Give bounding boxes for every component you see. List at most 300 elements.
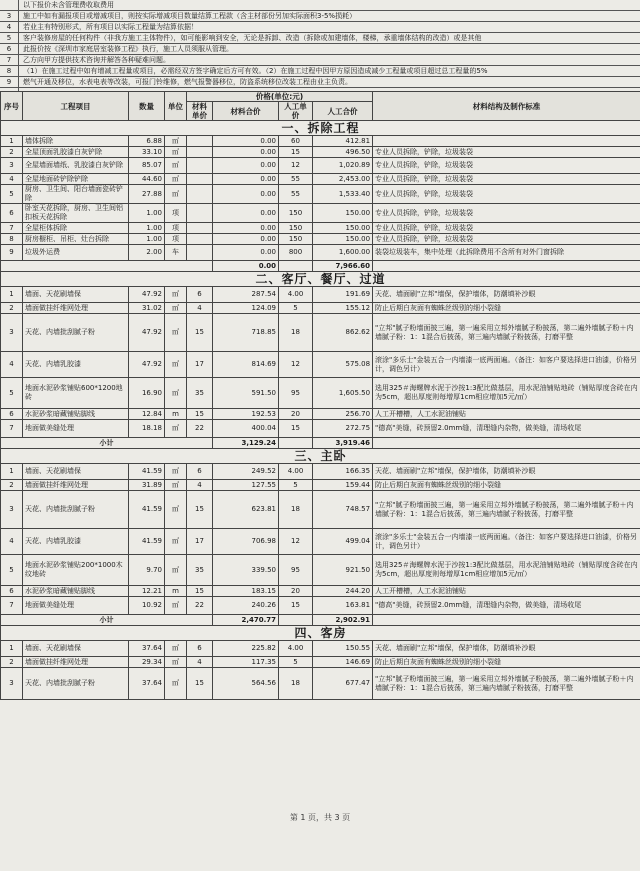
- cell-name: 全屋地面砖铲除铲除: [23, 174, 129, 185]
- cell-labor-unit: 4.00: [279, 464, 313, 480]
- cell-desc: "德高"美缝，砖预留2.0mm缝，清理缝内杂物，做美缝，清场收尾: [373, 597, 640, 615]
- cell-name: 全屋柜体拆除: [23, 223, 129, 234]
- cell-mat-unit: 35: [187, 378, 213, 409]
- cell-qty: 41.59: [129, 464, 165, 480]
- cell-labor-unit: 95: [279, 378, 313, 409]
- cell-qty: 1.00: [129, 204, 165, 223]
- cell-labor-unit: 18: [279, 491, 313, 529]
- cell-seq: 2: [1, 480, 23, 491]
- cell-labor-total: 677.47: [313, 668, 373, 700]
- cell-labor-total: 159.44: [313, 480, 373, 491]
- cell-unit: m: [165, 586, 187, 597]
- cell-mat-total: 0.00: [213, 234, 279, 245]
- table-row: [1, 136, 640, 147]
- col-qty: 数量: [129, 92, 165, 121]
- cell-unit: 项: [165, 223, 187, 234]
- cell-labor-unit: 60: [279, 136, 313, 147]
- cell-desc: 滚涂"多乐士"金装五合一内墙漆一底两面遍。（备注：如客户要选择进口油漆，价格另计，调色另计）: [373, 352, 640, 378]
- section-title: 一、拆除工程: [1, 121, 640, 136]
- cell-labor-unit: 12: [279, 352, 313, 378]
- table-row: [1, 480, 640, 491]
- cell-mat-total: 814.69: [213, 352, 279, 378]
- cell-mat-total: 192.53: [213, 409, 279, 420]
- subtotal-material: 2,470.77: [213, 615, 279, 626]
- table-row: [1, 223, 640, 234]
- cell-name: 天花、内墙乳胶漆: [23, 352, 129, 378]
- cell-mat-unit: [187, 234, 213, 245]
- cell-qty: 27.88: [129, 185, 165, 204]
- cell-mat-total: 0.00: [213, 204, 279, 223]
- table-row: [1, 158, 640, 174]
- cell-unit: ㎡: [165, 352, 187, 378]
- cell-unit: ㎡: [165, 641, 187, 657]
- cell-mat-unit: [187, 136, 213, 147]
- table-row: [1, 234, 640, 245]
- cell-unit: ㎡: [165, 529, 187, 555]
- cell-seq: 4: [1, 529, 23, 555]
- cell-mat-unit: 4: [187, 480, 213, 491]
- cell-seq: 2: [1, 657, 23, 668]
- cell-desc: "立邦"腻子粉墙面披三遍，第一遍采用立邦外墙腻子粉披荡，第二遍外墙腻子粉＋内墙腻子粉：1：1混合后披荡，第三遍内墙腻子粉披荡，打磨平整: [373, 668, 640, 700]
- table-row: [1, 204, 640, 223]
- cell-seq: 4: [1, 174, 23, 185]
- cell-qty: 37.64: [129, 641, 165, 657]
- cell-seq: 3: [1, 314, 23, 352]
- subtotal-row: [1, 261, 640, 272]
- cell-name: 墙面、天花刷墙保: [23, 464, 129, 480]
- col-mat-unit: 材料单价: [187, 102, 213, 121]
- table-row: [1, 668, 640, 700]
- cell-qty: 41.59: [129, 529, 165, 555]
- cell-labor-unit: 18: [279, 668, 313, 700]
- subtotal-row: [1, 615, 640, 626]
- cell-labor-unit: 55: [279, 185, 313, 204]
- cell-qty: 47.92: [129, 287, 165, 303]
- subtotal-labor: 2,902.91: [313, 615, 373, 626]
- cell-labor-unit: 55: [279, 174, 313, 185]
- cell-desc: 选用325＃海螺牌水泥于沙按1:3配比做基层，用水泥油铺贴地砖（铺贴厚度含砖在内为5cm，超出厚度则每增厚1cm相应增加5元/㎡）: [373, 555, 640, 586]
- cell-name: 地面做美缝处理: [23, 420, 129, 438]
- table-row: [1, 491, 640, 529]
- cell-unit: ㎡: [165, 147, 187, 158]
- cell-unit: ㎡: [165, 668, 187, 700]
- cell-desc: 专业人员拆除，铲除，垃圾装袋: [373, 234, 640, 245]
- cell-name: 墙面、天花刷墙保: [23, 641, 129, 657]
- cell-seq: 7: [1, 597, 23, 615]
- cell-name: 垃圾外运费: [23, 245, 129, 261]
- header-row: [1, 92, 640, 102]
- cell-desc: 人工开槽槽，人工水泥油铺贴: [373, 586, 640, 597]
- cell-unit: ㎡: [165, 657, 187, 668]
- cell-mat-total: 127.55: [213, 480, 279, 491]
- cell-labor-unit: 4.00: [279, 641, 313, 657]
- cell-desc: 防止后期白灰面有蜘蛛丝级别的细小裂缝: [373, 303, 640, 314]
- cell-labor-unit: 150: [279, 204, 313, 223]
- cell-desc: 选用325＃海螺牌水泥于沙按1:3配比做基层，用水泥油铺贴地砖（铺贴厚度含砖在内为5cm，超出厚度则每增厚1cm相应增加5元/㎡）: [373, 378, 640, 409]
- cell-mat-unit: 15: [187, 409, 213, 420]
- cell-desc: 专业人员拆除，铲除，垃圾装袋: [373, 185, 640, 204]
- subtotal-desc: [373, 261, 640, 272]
- cell-mat-unit: 35: [187, 555, 213, 586]
- table-row: [1, 287, 640, 303]
- cell-mat-total: 0.00: [213, 245, 279, 261]
- cell-labor-total: 163.81: [313, 597, 373, 615]
- quote-body: [1, 121, 640, 700]
- cell-unit: ㎡: [165, 491, 187, 529]
- cell-unit: ㎡: [165, 158, 187, 174]
- col-unit: 单位: [165, 92, 187, 121]
- table-row: [1, 303, 640, 314]
- cell-mat-unit: [187, 185, 213, 204]
- cell-desc: "立邦"腻子粉墙面披三遍，第一遍采用立邦外墙腻子粉披荡，第二遍外墙腻子粉＋内墙腻子粉：1：1混合后披荡，第三遍内墙腻子粉披荡，打磨平整: [373, 314, 640, 352]
- cell-labor-total: 748.57: [313, 491, 373, 529]
- cell-desc: 天花、墙面刷"立邦"墙保，保护墙体，防潮填补沙眼: [373, 287, 640, 303]
- cell-unit: 项: [165, 204, 187, 223]
- cell-qty: 18.18: [129, 420, 165, 438]
- cell-mat-total: 117.35: [213, 657, 279, 668]
- cell-labor-total: 2,453.00: [313, 174, 373, 185]
- cell-labor-total: 150.00: [313, 223, 373, 234]
- cell-qty: 37.64: [129, 668, 165, 700]
- cell-qty: 1.00: [129, 234, 165, 245]
- cell-labor-unit: 5: [279, 657, 313, 668]
- note-row: 5 客户装修房屋的任何构件（非我方施工主体物件），如可能影响到安全，无论是拆卸、改造（拆除或加建墙体，楼梯，承重墙体结构的改造）或是其他: [0, 33, 640, 44]
- cell-mat-unit: [187, 158, 213, 174]
- section-title: 二、客厅、餐厅、过道: [1, 272, 640, 287]
- cell-unit: ㎡: [165, 378, 187, 409]
- cell-name: 墙面做挂纤维网处理: [23, 480, 129, 491]
- cell-name: 天花、内墙批刮腻子粉: [23, 314, 129, 352]
- cell-mat-unit: 15: [187, 668, 213, 700]
- note-row: 4 若业主有特别形式，所有项目以实际工程量为结算依据！: [0, 22, 640, 33]
- cell-labor-total: 272.75: [313, 420, 373, 438]
- section-header: [1, 121, 640, 136]
- cell-mat-total: 183.15: [213, 586, 279, 597]
- note-row: 6 此报价按《深圳市家庭居室装修工程》执行，施工人员须服从管理。: [0, 44, 640, 55]
- cell-mat-unit: 15: [187, 314, 213, 352]
- cell-mat-total: 339.50: [213, 555, 279, 586]
- cell-desc: 专业人员拆除，铲除，垃圾装袋: [373, 223, 640, 234]
- cell-mat-total: 591.50: [213, 378, 279, 409]
- cell-qty: 31.02: [129, 303, 165, 314]
- cell-qty: 85.07: [129, 158, 165, 174]
- cell-mat-unit: 22: [187, 597, 213, 615]
- table-row: [1, 147, 640, 158]
- cell-seq: 5: [1, 378, 23, 409]
- subtotal-material: 0.00: [213, 261, 279, 272]
- cell-labor-unit: 20: [279, 409, 313, 420]
- cell-mat-total: 249.52: [213, 464, 279, 480]
- cell-qty: 47.92: [129, 352, 165, 378]
- cell-name: 天花、内墙乳胶漆: [23, 529, 129, 555]
- subtotal-desc: [373, 615, 640, 626]
- cell-qty: 31.89: [129, 480, 165, 491]
- cell-unit: ㎡: [165, 597, 187, 615]
- cell-unit: 车: [165, 245, 187, 261]
- table-row: [1, 409, 640, 420]
- cell-name: 墙面、天花刷墙保: [23, 287, 129, 303]
- cell-seq: 4: [1, 352, 23, 378]
- table-row: [1, 420, 640, 438]
- cell-mat-total: 124.09: [213, 303, 279, 314]
- cell-desc: 专业人员拆除，铲除，垃圾装袋: [373, 204, 640, 223]
- cell-labor-unit: 800: [279, 245, 313, 261]
- note-row: 7 乙方向甲方提供技术咨询并解答各种疑难问题。: [0, 55, 640, 66]
- subtotal-gap: [279, 615, 313, 626]
- cell-labor-total: 256.70: [313, 409, 373, 420]
- cell-seq: 1: [1, 464, 23, 480]
- page-footer: 第 1 页，共 3 页: [289, 813, 351, 822]
- cell-name: 墙面做挂纤维网处理: [23, 303, 129, 314]
- section-header: [1, 272, 640, 287]
- table-row: [1, 378, 640, 409]
- cell-qty: 10.92: [129, 597, 165, 615]
- cell-labor-total: 150.00: [313, 234, 373, 245]
- table-row: [1, 314, 640, 352]
- cell-unit: ㎡: [165, 174, 187, 185]
- col-labor-total: 人工合价: [313, 102, 373, 121]
- cell-labor-unit: 95: [279, 555, 313, 586]
- cell-labor-unit: 12: [279, 529, 313, 555]
- cell-seq: 7: [1, 420, 23, 438]
- cell-seq: 5: [1, 185, 23, 204]
- cell-labor-unit: 150: [279, 223, 313, 234]
- cell-seq: 2: [1, 147, 23, 158]
- subtotal-row: [1, 438, 640, 449]
- cell-mat-total: 564.56: [213, 668, 279, 700]
- table-row: [1, 641, 640, 657]
- cell-labor-unit: 15: [279, 420, 313, 438]
- section-header: [1, 626, 640, 641]
- cell-desc: 专业人员拆除，铲除，垃圾装袋: [373, 147, 640, 158]
- cell-labor-unit: 18: [279, 314, 313, 352]
- cell-seq: 3: [1, 491, 23, 529]
- cell-labor-total: 496.50: [313, 147, 373, 158]
- cell-labor-total: 155.12: [313, 303, 373, 314]
- cell-mat-total: 706.98: [213, 529, 279, 555]
- cell-desc: 装袋垃圾装车，集中处理（此拆除费用不含所有对外门窗拆除: [373, 245, 640, 261]
- cell-labor-total: 191.69: [313, 287, 373, 303]
- col-desc: 材料结构及制作标准: [373, 92, 640, 121]
- cell-unit: ㎡: [165, 555, 187, 586]
- cell-mat-unit: [187, 204, 213, 223]
- cell-seq: 7: [1, 223, 23, 234]
- subtotal-label: 小计: [1, 438, 213, 449]
- cell-mat-unit: 6: [187, 287, 213, 303]
- cell-labor-total: 244.20: [313, 586, 373, 597]
- cell-mat-unit: 22: [187, 420, 213, 438]
- cell-labor-unit: 12: [279, 158, 313, 174]
- table-row: [1, 245, 640, 261]
- cell-mat-total: 0.00: [213, 223, 279, 234]
- cell-name: 墙面做挂纤维网处理: [23, 657, 129, 668]
- cell-name: 水泥砂浆暗藏铺贴脚线: [23, 586, 129, 597]
- cell-name: 卧室天花拆除，厨房、卫生间铝扣板天花拆除: [23, 204, 129, 223]
- table-row: [1, 464, 640, 480]
- section-title: 三、主卧: [1, 449, 640, 464]
- col-mat-total: 材料合价: [213, 102, 279, 121]
- col-price-group: 价格(单位:元): [187, 92, 373, 102]
- col-project: 工程项目: [23, 92, 129, 121]
- cell-qty: 1.00: [129, 223, 165, 234]
- cell-name: 水泥砂浆暗藏铺贴脚线: [23, 409, 129, 420]
- cell-labor-unit: 4.00: [279, 287, 313, 303]
- col-labor-unit: 人工单价: [279, 102, 313, 121]
- cell-qty: 16.90: [129, 378, 165, 409]
- cell-desc: 防止后期白灰面有蜘蛛丝级别的细小裂缝: [373, 480, 640, 491]
- quote-table: [0, 91, 640, 700]
- cell-unit: ㎡: [165, 480, 187, 491]
- cell-unit: 项: [165, 234, 187, 245]
- cell-desc: 天花、墙面刷"立邦"墙保，保护墙体，防潮填补沙眼: [373, 464, 640, 480]
- note-row: 9 燃气开通及移位，水表电表等改装，可报门铃维修，燃气报警器移位，防盗系统移位改装工程由业主负责。: [0, 77, 640, 88]
- subtotal-labor: 7,966.60: [313, 261, 373, 272]
- cell-unit: ㎡: [165, 420, 187, 438]
- cell-desc: 专业人员拆除，铲除，垃圾装袋: [373, 158, 640, 174]
- cell-qty: 9.70: [129, 555, 165, 586]
- subtotal-label: 小计: [1, 615, 213, 626]
- cell-unit: ㎡: [165, 464, 187, 480]
- cell-labor-total: 150.55: [313, 641, 373, 657]
- cell-labor-total: 862.62: [313, 314, 373, 352]
- subtotal-desc: [373, 438, 640, 449]
- cell-mat-unit: 4: [187, 303, 213, 314]
- cell-name: 地面做美缝处理: [23, 597, 129, 615]
- cell-desc: [373, 136, 640, 147]
- cell-qty: 47.92: [129, 314, 165, 352]
- cell-mat-unit: 15: [187, 491, 213, 529]
- cell-seq: 1: [1, 641, 23, 657]
- cell-labor-total: 146.69: [313, 657, 373, 668]
- cell-unit: ㎡: [165, 314, 187, 352]
- subtotal-gap: [279, 438, 313, 449]
- cell-labor-total: 1,605.50: [313, 378, 373, 409]
- cell-labor-unit: 20: [279, 586, 313, 597]
- table-row: [1, 597, 640, 615]
- cell-labor-total: 166.35: [313, 464, 373, 480]
- cell-qty: 41.59: [129, 491, 165, 529]
- table-row: [1, 352, 640, 378]
- cell-desc: 天花、墙面刷"立邦"墙保，保护墙体，防潮填补沙眼: [373, 641, 640, 657]
- cell-desc: 防止后期白灰面有蜘蛛丝级别的细小裂缝: [373, 657, 640, 668]
- cell-seq: 9: [1, 245, 23, 261]
- cell-desc: 滚涂"多乐士"金装五合一内墙漆一底两面遍。（备注：如客户要选择进口油漆，价格另计，调色另计）: [373, 529, 640, 555]
- section-header: [1, 449, 640, 464]
- cell-mat-unit: [187, 223, 213, 234]
- table-row: [1, 555, 640, 586]
- cell-mat-total: 0.00: [213, 185, 279, 204]
- cell-qty: 29.34: [129, 657, 165, 668]
- cell-mat-total: 240.26: [213, 597, 279, 615]
- cell-labor-total: 921.50: [313, 555, 373, 586]
- cell-seq: 6: [1, 204, 23, 223]
- cell-labor-total: 1,600.00: [313, 245, 373, 261]
- cell-name: 天花、内墙批刮腻子粉: [23, 491, 129, 529]
- section-title: 四、客房: [1, 626, 640, 641]
- cell-seq: 3: [1, 668, 23, 700]
- cell-name: 天花、内墙批刮腻子粉: [23, 668, 129, 700]
- cell-mat-unit: 15: [187, 586, 213, 597]
- table-row: [1, 529, 640, 555]
- cell-unit: ㎡: [165, 136, 187, 147]
- cell-mat-total: 0.00: [213, 136, 279, 147]
- cell-qty: 6.88: [129, 136, 165, 147]
- col-seq: 序号: [1, 92, 23, 121]
- note-row: 8 （1）在施工过程中如有增减工程量或项目，必需经双方签字确定后方可有效。（2）在施工过程中因甲方原因造成减少工程量或项目超过总工程量的5%: [0, 66, 640, 77]
- cell-labor-unit: 5: [279, 303, 313, 314]
- subtotal-gap: [279, 261, 313, 272]
- cell-name: 地面水泥砂浆铺贴200*1000木纹地砖: [23, 555, 129, 586]
- cell-qty: 12.21: [129, 586, 165, 597]
- cell-mat-total: 623.81: [213, 491, 279, 529]
- cell-name: 全屋墙面墙纸、乳胶漆白灰铲除: [23, 158, 129, 174]
- cell-mat-total: 400.04: [213, 420, 279, 438]
- cell-desc: "德高"美缝，砖预留2.0mm缝，清理缝内杂物，做美缝，清场收尾: [373, 420, 640, 438]
- cell-mat-unit: 4: [187, 657, 213, 668]
- cell-name: 厨房、卫生间、阳台墙面瓷砖铲除: [23, 185, 129, 204]
- cell-labor-total: 1,533.40: [313, 185, 373, 204]
- cell-mat-total: 718.85: [213, 314, 279, 352]
- cell-seq: 3: [1, 158, 23, 174]
- cell-qty: 44.60: [129, 174, 165, 185]
- cell-unit: ㎡: [165, 185, 187, 204]
- cell-seq: 1: [1, 136, 23, 147]
- cell-name: 厨房橱柜、吊柜、灶台拆除: [23, 234, 129, 245]
- cell-mat-unit: 17: [187, 529, 213, 555]
- cell-labor-total: 575.08: [313, 352, 373, 378]
- cell-mat-unit: 6: [187, 641, 213, 657]
- cell-labor-total: 412.81: [313, 136, 373, 147]
- cell-labor-total: 499.04: [313, 529, 373, 555]
- cell-qty: 33.10: [129, 147, 165, 158]
- cell-mat-unit: [187, 174, 213, 185]
- cell-mat-unit: [187, 147, 213, 158]
- cell-desc: "立邦"腻子粉墙面披三遍，第一遍采用立邦外墙腻子粉披荡，第二遍外墙腻子粉＋内墙腻子粉：1：1混合后披荡，第三遍内墙腻子粉披荡，打磨平整: [373, 491, 640, 529]
- cell-labor-unit: 15: [279, 147, 313, 158]
- cell-seq: 8: [1, 234, 23, 245]
- cell-mat-total: 0.00: [213, 158, 279, 174]
- cell-name: 地面水泥砂浆铺贴600*1200地砖: [23, 378, 129, 409]
- cell-mat-unit: 17: [187, 352, 213, 378]
- cell-name: 墙体拆除: [23, 136, 129, 147]
- cell-seq: 5: [1, 555, 23, 586]
- cell-mat-unit: 6: [187, 464, 213, 480]
- cell-desc: 人工开槽槽，人工水泥油铺贴: [373, 409, 640, 420]
- cell-qty: 2.00: [129, 245, 165, 261]
- cell-labor-unit: 5: [279, 480, 313, 491]
- cell-mat-unit: [187, 245, 213, 261]
- cell-seq: 2: [1, 303, 23, 314]
- cell-unit: m: [165, 409, 187, 420]
- notes-block: [0, 0, 640, 99]
- cell-labor-total: 1,020.89: [313, 158, 373, 174]
- cell-labor-unit: 150: [279, 234, 313, 245]
- cell-qty: 12.84: [129, 409, 165, 420]
- cell-labor-total: 150.00: [313, 204, 373, 223]
- cell-mat-total: 287.54: [213, 287, 279, 303]
- cell-mat-total: 0.00: [213, 174, 279, 185]
- cell-desc: 专业人员拆除，铲除，垃圾装袋: [373, 174, 640, 185]
- cell-seq: 1: [1, 287, 23, 303]
- cell-seq: 6: [1, 409, 23, 420]
- cell-mat-total: 0.00: [213, 147, 279, 158]
- note-row: 3 施工中如有漏报项目或增减项目，则按实际增减项目数量结算工程款（含主材部份另加实际面积3-5%损耗）: [0, 11, 640, 22]
- cell-mat-total: 225.82: [213, 641, 279, 657]
- cell-name: 全屋顶面乳胶漆白灰铲除: [23, 147, 129, 158]
- note-row: 以下报价未含管理费收取费用: [0, 0, 640, 11]
- cell-seq: 6: [1, 586, 23, 597]
- table-row: [1, 174, 640, 185]
